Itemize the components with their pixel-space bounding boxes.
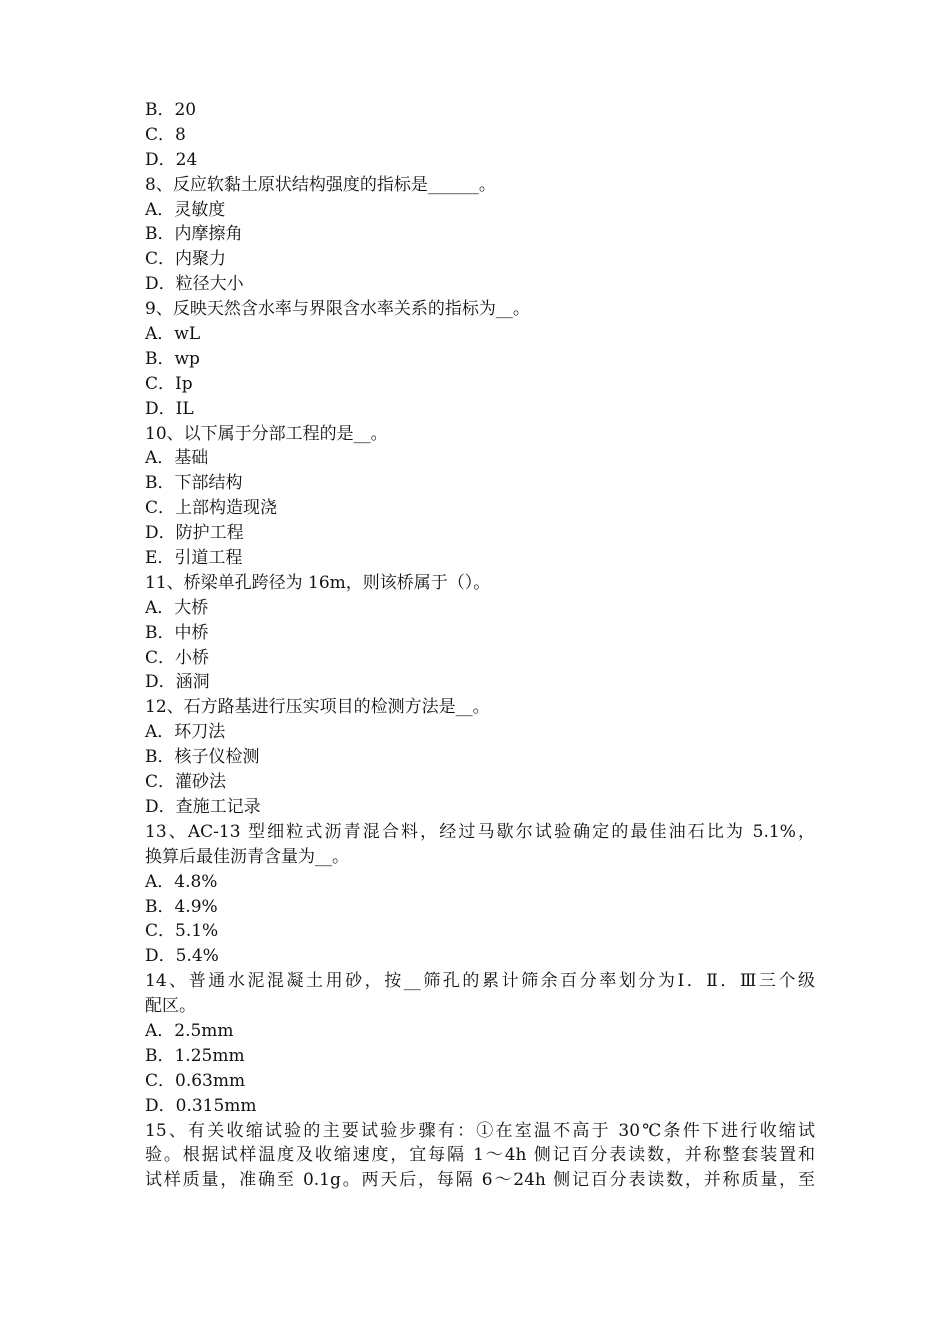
- text-line: 配区。: [145, 996, 196, 1017]
- text-line: D．5.4%: [145, 946, 219, 967]
- text-line: B．核子仪检测: [145, 747, 260, 768]
- text-line: D．涵洞: [145, 672, 210, 693]
- question-stem: 10、以下属于分部工程的是__。: [145, 423, 388, 444]
- text-line: D．0.315mm: [145, 1095, 257, 1116]
- question-stem: 11、桥梁单孔跨径为 16m，则该桥属于（）。: [145, 572, 491, 593]
- text-line: 试样质量，准确至 0.1g。两天后，每隔 6～24h 侧记百分表读数，并称质量，至: [145, 1170, 815, 1191]
- text-line: D．防护工程: [145, 523, 244, 544]
- question-stem: 13、AC-13 型细粒式沥青混合料，经过马歇尔试验确定的最佳油石比为 5.1%，: [145, 821, 815, 842]
- text-line: B．中桥: [145, 622, 209, 643]
- text-line: A．wL: [145, 324, 201, 345]
- text-line: C．小桥: [145, 647, 210, 668]
- question-stem: 9、反映天然含水率与界限含水率关系的指标为__。: [145, 299, 530, 320]
- text-line: B．下部结构: [145, 473, 243, 494]
- text-line: A．2.5mm: [145, 1020, 234, 1041]
- text-line: A．环刀法: [145, 722, 226, 743]
- text-line: A．大桥: [145, 597, 209, 618]
- question-stem: 8、反应软黏土原状结构强度的指标是______。: [145, 174, 496, 195]
- text-line: A．基础: [145, 448, 209, 469]
- text-line: B．1.25mm: [145, 1045, 245, 1066]
- text-line: A．灵敏度: [145, 199, 226, 220]
- question-stem: 15、有关收缩试验的主要试验步骤有：①在室温不高于 30℃条件下进行收缩试: [145, 1120, 815, 1141]
- text-line: 换算后最佳沥青含量为__。: [145, 846, 349, 867]
- text-line: D．24: [145, 149, 198, 170]
- text-line: B．内摩擦角: [145, 224, 243, 245]
- text-line: C．Ip: [145, 373, 193, 394]
- text-line: D．查施工记录: [145, 796, 261, 817]
- text-line: C．内聚力: [145, 249, 227, 270]
- text-line: A．4.8%: [145, 871, 218, 892]
- text-line: 验。根据试样温度及收缩速度，宜每隔 1～4h 侧记百分表读数，并称整套装置和: [145, 1145, 815, 1166]
- question-stem: 12、石方路基进行压实项目的检测方法是__。: [145, 697, 490, 718]
- text-line: C．5.1%: [145, 921, 219, 942]
- text-line: D．粒径大小: [145, 274, 244, 295]
- text-line: D．IL: [145, 398, 194, 419]
- text-line: E．引道工程: [145, 548, 243, 569]
- text-line: C．0.63mm: [145, 1070, 246, 1091]
- text-line: B．20: [145, 100, 197, 120]
- document-body: [145, 98, 815, 1193]
- text-line: C．灌砂法: [145, 772, 227, 793]
- text-line: C．8: [145, 124, 186, 145]
- text-line: B．4.9%: [145, 896, 218, 917]
- question-stem: 14、普通水泥混凝土用砂，按__筛孔的累计筛余百分率划分为Ⅰ．Ⅱ．Ⅲ三个级: [145, 971, 815, 992]
- text-line: C．上部构造现浇: [145, 498, 278, 519]
- text-line: B．wp: [145, 348, 200, 369]
